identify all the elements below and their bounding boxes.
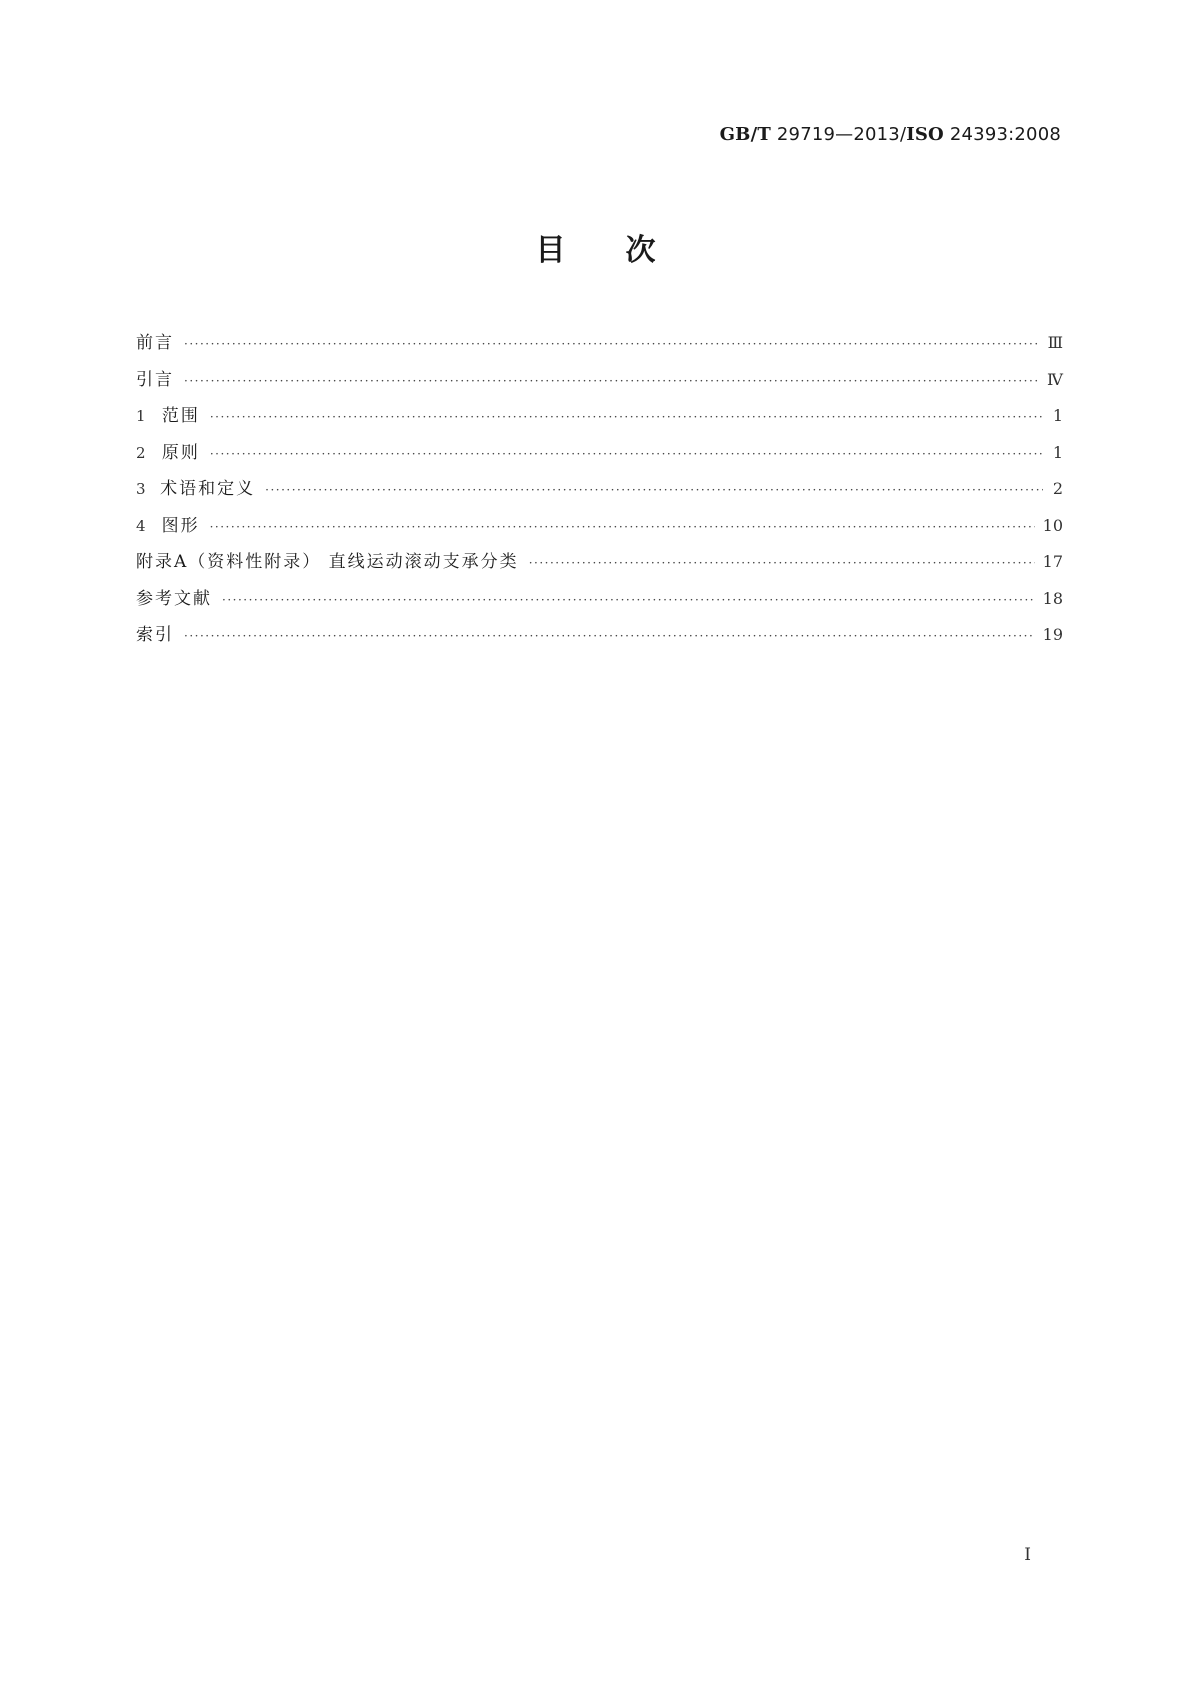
page-title: 目次 — [535, 233, 716, 268]
toc-entry-label: 原则 — [161, 442, 200, 463]
toc-entry-introduction[interactable] — [136, 365, 1063, 402]
toc-entry-page: 18 — [1042, 588, 1063, 608]
toc-entry-terms-and-definitions[interactable] — [136, 474, 1063, 511]
standard-number: 29719—2013/ — [776, 124, 907, 145]
toc-dot-leader — [184, 337, 1040, 351]
toc-dot-leader — [210, 410, 1043, 424]
toc-entry-label: 前言 — [136, 333, 174, 353]
toc-entry-index[interactable] — [136, 620, 1063, 657]
toc-entry-graphics[interactable] — [136, 511, 1063, 548]
toc-entry-label: 索引 — [136, 625, 174, 645]
toc-entry-number: 1 — [136, 407, 146, 425]
toc-entry-page: Ⅳ — [1047, 369, 1063, 389]
toc-entry-scope[interactable] — [136, 401, 1063, 438]
toc-entry-principles[interactable] — [136, 438, 1063, 475]
toc-dot-leader — [265, 483, 1043, 497]
toc-entry-page: 1 — [1052, 442, 1063, 462]
toc-entry-number: 2 — [136, 443, 146, 462]
toc-dot-leader — [222, 593, 1035, 607]
toc-entry-foreword[interactable] — [136, 328, 1063, 365]
toc-entry-page: 2 — [1052, 479, 1063, 498]
toc-dot-leader — [210, 520, 1035, 534]
toc-entry-page: 10 — [1042, 515, 1063, 535]
toc-dot-leader — [529, 556, 1035, 570]
table-of-contents — [136, 328, 1063, 657]
standard-prefix: GB/T — [719, 124, 771, 145]
toc-dot-leader — [210, 447, 1043, 461]
toc-entry-page: Ⅲ — [1047, 333, 1063, 352]
iso-number: 24393:2008 — [949, 124, 1061, 145]
toc-entry-page: 17 — [1042, 552, 1063, 571]
toc-entry-number: 4 — [136, 516, 146, 535]
toc-entry-label: 参考文献 — [136, 588, 212, 609]
iso-prefix: ISO — [906, 124, 944, 145]
toc-entry-number: 3 — [136, 480, 146, 498]
toc-entry-label: 范围 — [161, 406, 200, 426]
document-header — [720, 124, 1061, 145]
toc-entry-page: 19 — [1042, 625, 1063, 644]
toc-entry-annex-a[interactable] — [136, 547, 1063, 584]
toc-dot-leader — [184, 629, 1035, 643]
page-number: I — [1024, 1545, 1031, 1565]
toc-entry-page: 1 — [1052, 406, 1063, 425]
toc-entry-bibliography[interactable] — [136, 584, 1063, 621]
toc-entry-label: 引言 — [136, 369, 174, 390]
toc-entry-label: 图形 — [161, 515, 200, 536]
toc-entry-label: 附录A（资料性附录） 直线运动滚动支承分类 — [136, 552, 519, 572]
toc-entry-label: 术语和定义 — [160, 479, 256, 499]
toc-dot-leader — [184, 374, 1039, 388]
